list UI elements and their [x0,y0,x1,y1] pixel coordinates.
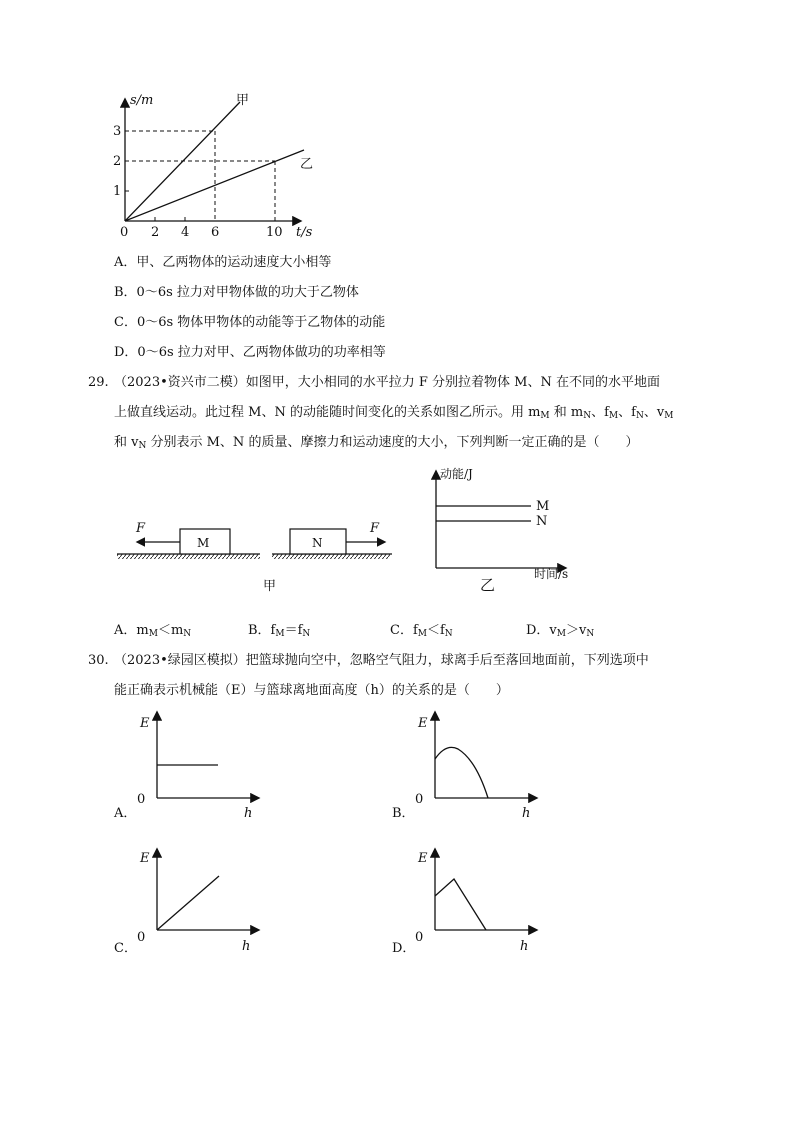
origin-label: 0 [120,225,129,240]
q29-option-d[interactable]: D．$v_M>v_N$ [526,623,595,639]
svg-text:C．: C． [114,941,137,956]
svg-text:N: N [312,536,323,550]
yi-m-label: M [536,499,550,514]
svg-text:E: E [418,716,428,731]
svg-text:h: h [522,806,531,821]
q29-number: 29. [88,375,109,390]
x-axis-label: t/s [296,225,313,240]
x-tick-10: 10 [266,225,283,240]
svg-text:0: 0 [137,792,146,807]
x-tick-2: 2 [151,225,160,240]
q28-option-d[interactable]: D．0～6s 拉力对甲、乙两物体做功的功率相等 [114,345,386,360]
graph-c-curve [157,876,219,930]
y-tick-1: 1 [113,184,122,199]
q29-text-line2 [114,404,673,425]
q30-graph-a [110,705,270,823]
q30-text-line1: （2023•绿园区模拟）把篮球抛向空中，忽略空气阻力，球离手后至落回地面前，下列选项中 [114,653,649,668]
svg-text:0: 0 [137,930,146,945]
yi-x-label: 时间/s [534,567,569,581]
q30-graph-c [110,842,270,960]
q29-option-b[interactable]: B．$f_M=f_N$ [248,623,311,639]
yi-n-label: N [536,514,548,529]
q29-option-c[interactable]: C．$f_M<f_N$ [390,623,453,639]
fig-yi-caption: 乙 [480,576,496,594]
svg-text:0: 0 [415,792,424,807]
q28-st-graph [100,88,330,248]
x-tick-4: 4 [181,225,190,240]
q30-text-line2: 能正确表示机械能（E）与篮球离地面高度（h）的关系的是（ ） [114,683,509,698]
q29-option-a[interactable]: A．$m_M<m_N$ [114,623,192,639]
graph-b-curve [435,747,488,798]
svg-text:E: E [140,716,150,731]
svg-text:M: M [197,536,210,550]
q29-line3-a: 和 $v_N$ 分别表示 M、N 的质量、摩擦力和运动速度的大小，下列判断一定正确的是（ ） [114,435,639,451]
q28-option-a[interactable]: A．甲、乙两物体的运动速度大小相等 [114,255,332,270]
svg-text:0: 0 [415,930,424,945]
q29-fig-yi [425,464,595,596]
line-yi-label: 乙 [300,157,314,172]
line-jia-label: 甲 [236,93,250,108]
y-tick-2: 2 [113,154,122,169]
x-tick-6: 6 [211,225,220,240]
fig-jia-caption: 甲 [263,579,277,592]
q29-text-line1: （2023•资兴市二模）如图甲，大小相同的水平拉力 F 分别拉着物体 M、N 在不同的水平地面 [114,375,660,390]
q28-option-c[interactable]: C．0～6s 物体甲物体的动能等于乙物体的动能 [114,315,386,330]
y-axis-label: s/m [130,93,154,108]
svg-text:h: h [244,806,253,821]
q30-graph-d [388,842,548,960]
svg-text:F: F [136,521,146,536]
svg-text:h: h [520,939,529,954]
svg-text:D．: D． [392,941,416,956]
q29-line2-a: 上做直线运动。此过程 M、N 的动能随时间变化的关系如图乙所示。用 $m_M$ 和 $m_N$、$f_M$、$f_N$、$v_M$ [114,405,674,421]
q29-fig-jia [112,512,392,592]
q29-text-line3 [114,434,638,455]
svg-text:h: h [242,939,251,954]
q30-graph-b [388,705,548,823]
svg-text:E: E [418,851,428,866]
y-tick-3: 3 [113,124,122,139]
svg-text:B．: B． [392,806,415,821]
q30-number: 30. [88,653,109,668]
graph-d-curve [435,879,486,930]
svg-text:E: E [140,851,150,866]
yi-y-label: 动能/J [440,467,473,481]
q28-option-b[interactable]: B．0～6s 拉力对甲物体做的功大于乙物体 [114,285,359,300]
svg-text:A．: A． [114,806,137,821]
svg-text:F: F [370,521,380,536]
